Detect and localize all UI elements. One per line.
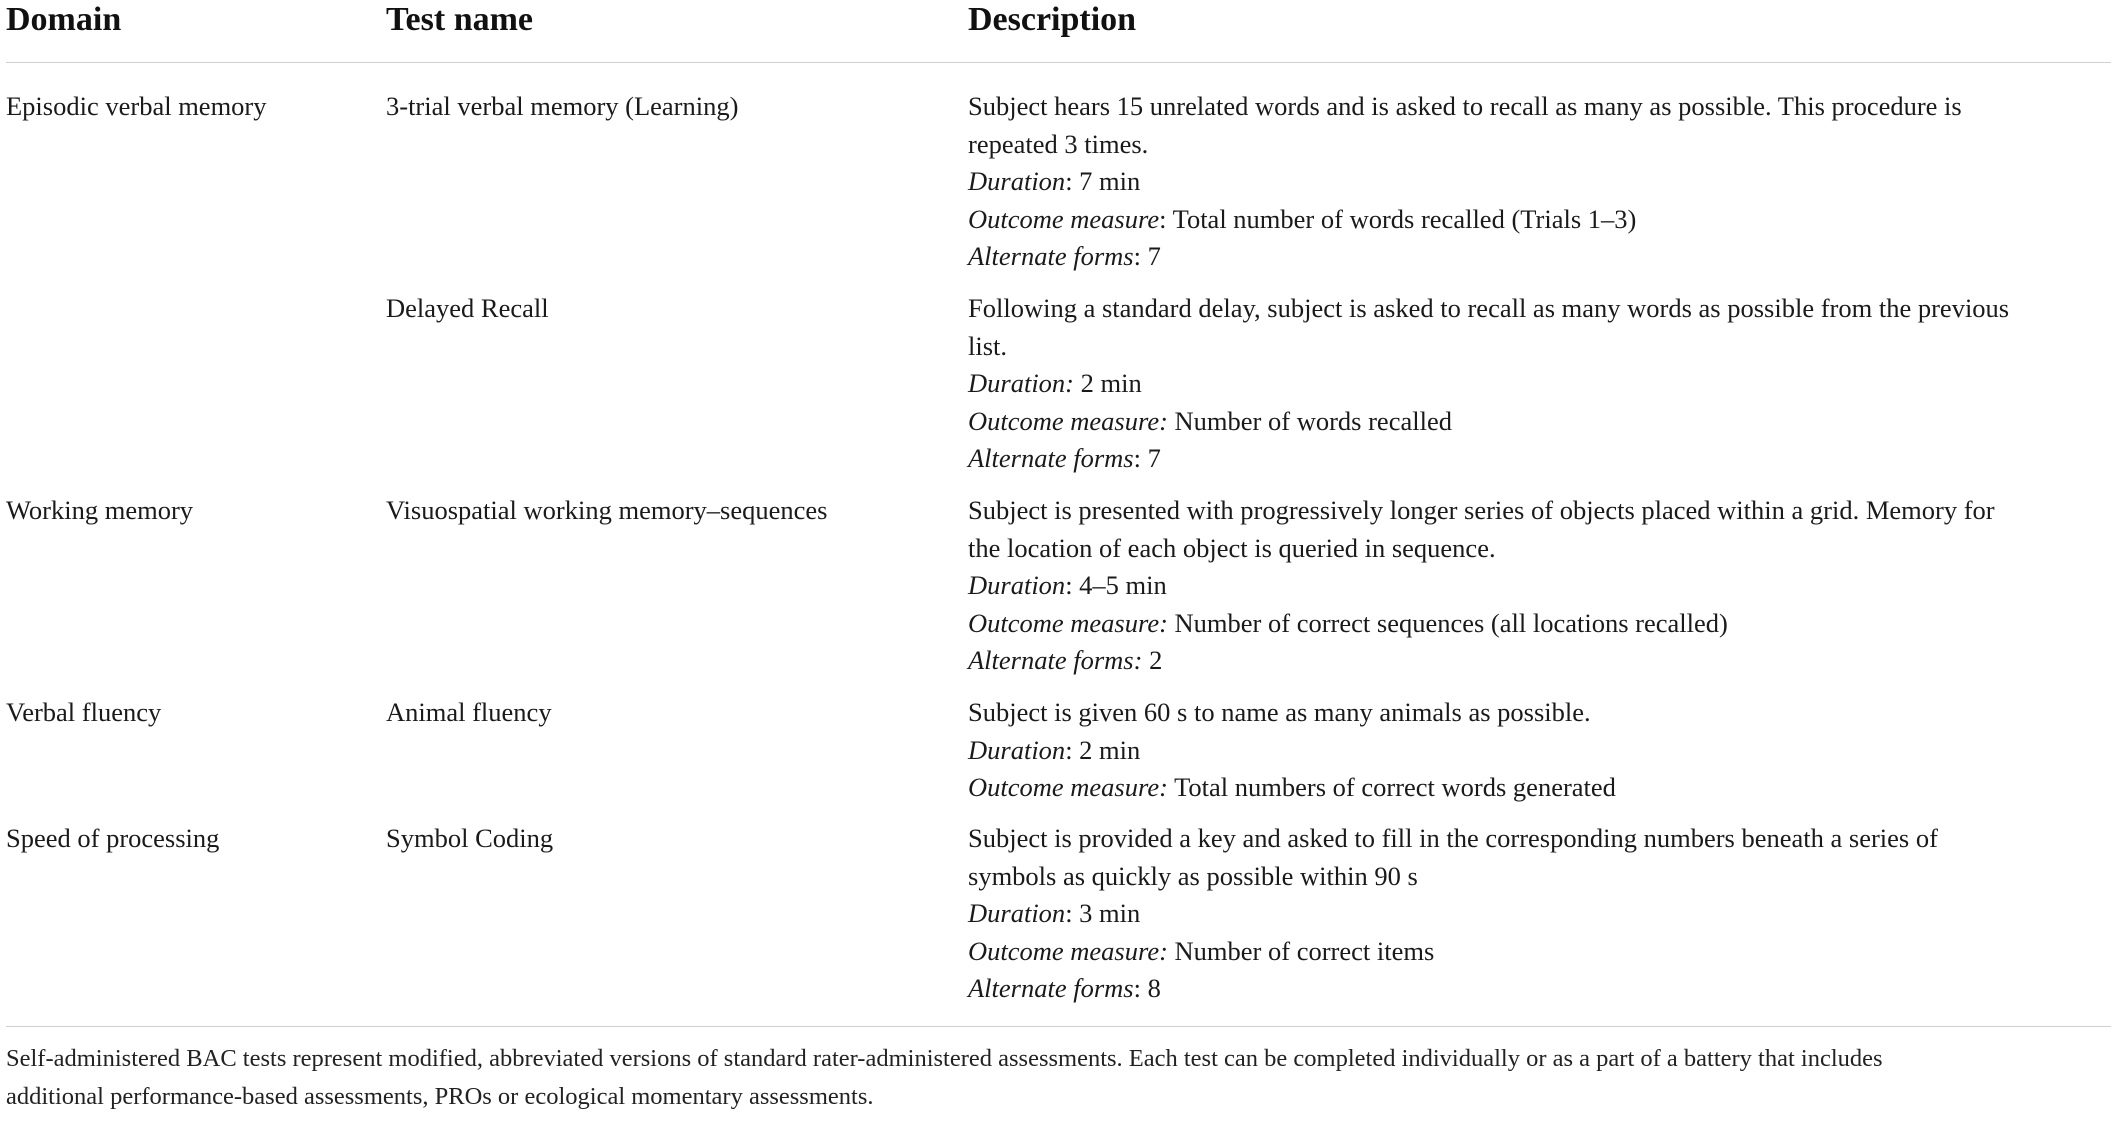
alternate-forms-line	[968, 238, 2108, 276]
test-name-cell: Symbol Coding	[386, 823, 554, 853]
test-name-cell: Visuospatial working memory–sequences	[386, 495, 828, 525]
description-text: Subject hears 15 unrelated words and is asked to recall as many as possible. This procedure is	[968, 91, 1962, 121]
bac-tests-table	[6, 0, 2111, 1110]
duration-label: Duration:	[968, 368, 1074, 398]
alternate-forms-label: Alternate forms	[968, 241, 1134, 271]
outcome-value: Number of correct items	[1167, 935, 1435, 966]
table-row	[6, 88, 2111, 278]
test-name-cell: 3-trial verbal memory (Learning)	[386, 91, 739, 121]
duration-label: Duration	[968, 898, 1066, 928]
outcome-value: Number of words recalled	[1167, 405, 1452, 436]
duration-value: : 2 min	[1065, 734, 1141, 765]
alternate-forms-line	[968, 970, 2108, 1008]
header-test-name: Test name	[386, 1, 534, 38]
description-cell	[968, 820, 2108, 1008]
description-cell	[968, 694, 2108, 807]
description-text: repeated 3 times.	[968, 128, 1149, 159]
description-text: list.	[968, 330, 1008, 361]
description-text: Subject is given 60 s to name as many animals as possible.	[968, 697, 1591, 727]
alternate-forms-value: 2	[1142, 645, 1163, 675]
footnote-line: Self-administered BAC tests represent modified, abbreviated versions of standard rater-administered assessments. Each test can be completed individually or as a part of a battery that includes	[6, 1045, 1883, 1072]
table-row	[6, 694, 2111, 809]
table-footer-divider	[6, 1026, 2111, 1027]
outcome-label: Outcome measure:	[968, 405, 1168, 436]
description-text: Subject is provided a key and asked to fill in the corresponding numbers beneath a series of	[968, 823, 1938, 853]
test-name-cell: Delayed Recall	[386, 293, 549, 323]
duration-value: 2 min	[1074, 368, 1142, 398]
duration-label: Duration	[968, 734, 1066, 765]
description-text: the location of each object is queried in sequence.	[968, 532, 1496, 563]
outcome-value: Number of correct sequences (all locations recalled)	[1167, 607, 1728, 638]
outcome-line	[968, 769, 2108, 807]
duration-line	[968, 895, 2108, 933]
table-row	[6, 492, 2111, 682]
alternate-forms-label: Alternate forms:	[968, 645, 1143, 675]
outcome-line	[968, 605, 2108, 643]
description-text: Following a standard delay, subject is asked to recall as many words as possible from the previous	[968, 293, 2010, 323]
description-text: symbols as quickly as possible within 90 s	[968, 860, 1418, 891]
domain-cell: Speed of processing	[6, 823, 220, 853]
domain-cell: Verbal fluency	[6, 697, 162, 727]
duration-line	[968, 567, 2108, 605]
duration-label: Duration	[968, 166, 1066, 196]
domain-cell: Working memory	[6, 495, 194, 525]
outcome-label: Outcome measure	[968, 203, 1160, 234]
outcome-line	[968, 403, 2108, 441]
test-name-cell: Animal fluency	[386, 697, 552, 727]
outcome-value: : Total number of words recalled (Trials 1–3)	[1159, 203, 1637, 234]
duration-line	[968, 163, 2108, 201]
table-footnote	[6, 1040, 2106, 1115]
alternate-forms-value: : 7	[1133, 241, 1161, 271]
alternate-forms-value: : 7	[1133, 443, 1161, 473]
table-row	[6, 820, 2111, 1010]
header-domain: Domain	[6, 1, 122, 38]
duration-line	[968, 365, 2108, 403]
outcome-line	[968, 201, 2108, 239]
header-description: Description	[968, 1, 1137, 38]
duration-line	[968, 732, 2108, 770]
description-cell	[968, 290, 2108, 478]
outcome-value: Total numbers of correct words generated	[1167, 772, 1616, 802]
alternate-forms-label: Alternate forms	[968, 443, 1134, 473]
outcome-label: Outcome measure:	[968, 772, 1168, 802]
domain-cell: Episodic verbal memory	[6, 91, 267, 121]
table-row	[6, 290, 2111, 480]
alternate-forms-line	[968, 642, 2108, 680]
duration-value: : 7 min	[1065, 166, 1141, 196]
duration-label: Duration	[968, 570, 1066, 600]
duration-value: : 3 min	[1065, 898, 1141, 928]
alternate-forms-line	[968, 440, 2108, 478]
outcome-label: Outcome measure:	[968, 935, 1168, 966]
table-header-row	[6, 0, 2111, 63]
alternate-forms-value: : 8	[1133, 973, 1161, 1003]
outcome-line	[968, 933, 2108, 971]
alternate-forms-label: Alternate forms	[968, 973, 1134, 1003]
outcome-label: Outcome measure:	[968, 607, 1168, 638]
duration-value: : 4–5 min	[1065, 570, 1167, 600]
description-cell	[968, 492, 2108, 680]
description-cell	[968, 88, 2108, 276]
description-text: Subject is presented with progressively longer series of objects placed within a grid. Memory for	[968, 495, 1995, 525]
footnote-line: additional performance-based assessments, PROs or ecological momentary assessments.	[6, 1082, 874, 1110]
